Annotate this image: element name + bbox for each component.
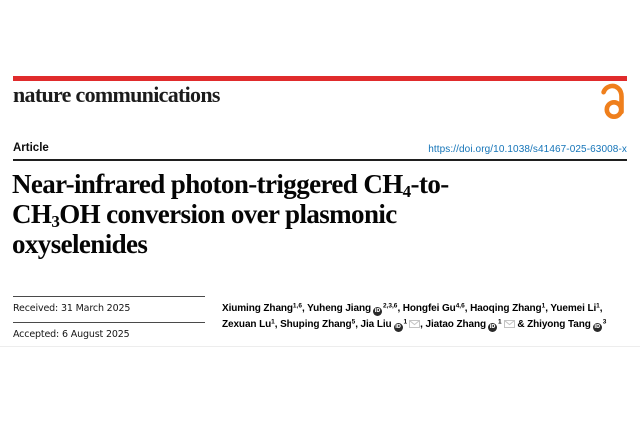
orcid-icon[interactable]: iD xyxy=(374,308,381,314)
author-separator: , xyxy=(397,303,403,314)
open-access-icon[interactable] xyxy=(600,83,628,120)
accepted-date: Accepted: 6 August 2025 xyxy=(13,329,130,340)
journal-brand: nature communications xyxy=(13,82,220,107)
header-divider-rule xyxy=(13,159,627,161)
doi-link[interactable]: https://doi.org/10.1038/s41467-025-63008-x xyxy=(428,144,627,155)
author-name: Shuping Zhang xyxy=(280,318,352,330)
author-separator: , xyxy=(545,303,551,314)
author-separator: , xyxy=(599,303,603,314)
author-name: Haoqing Zhang xyxy=(470,303,542,314)
author-list xyxy=(222,301,632,333)
title-line: Near-infrared photon-triggered $CH_4-to-$ xyxy=(12,169,449,201)
title-line: oxyselenides xyxy=(12,229,148,259)
orcid-icon[interactable]: iD xyxy=(594,323,601,330)
author-name: Jia Liu xyxy=(360,318,392,330)
author-separator: , xyxy=(464,303,471,314)
author-name: Xiuming Zhang xyxy=(222,303,293,314)
orcid-icon[interactable]: iD xyxy=(489,323,496,330)
author-affiliation-sup: 1 xyxy=(271,318,275,325)
author-name: Zexuan Lu xyxy=(222,318,272,330)
author-name: Hongfei Gu xyxy=(402,303,456,314)
mail-icon[interactable] xyxy=(504,318,515,334)
title-line: $CH_3OH$ conversion over plasmonic xyxy=(12,199,397,231)
masthead-red-rule xyxy=(13,76,627,81)
author-separator: , xyxy=(301,303,308,314)
received-divider-rule xyxy=(13,296,205,297)
article-title xyxy=(12,169,592,259)
page-edge-line xyxy=(0,346,640,347)
accepted-divider-rule xyxy=(13,322,205,323)
author-separator: , xyxy=(355,318,361,330)
mail-icon[interactable] xyxy=(409,318,420,334)
author-separator: , xyxy=(274,318,281,330)
author-affiliation-sup: 2,3,6 xyxy=(382,302,398,310)
author-affiliation-sup: 1 xyxy=(498,318,502,325)
author-name: Yuheng Jiang xyxy=(307,303,371,314)
author-separator: , xyxy=(420,318,426,330)
author-affiliation-sup: 1 xyxy=(403,318,408,325)
author-name: Yuemei Li xyxy=(550,303,597,314)
author-affiliation-sup: 1 xyxy=(596,302,600,310)
orcid-icon[interactable]: iD xyxy=(395,323,401,330)
author-affiliation-sup: 5 xyxy=(351,318,356,325)
author-name: Jiatao Zhang xyxy=(425,318,486,330)
author-affiliation-sup: 1 xyxy=(541,302,546,310)
author-affiliation-sup: 3 xyxy=(602,318,607,325)
author-ampersand: & xyxy=(517,318,528,330)
author-name: Zhiyong Tang xyxy=(527,318,591,330)
received-date: Received: 31 March 2025 xyxy=(13,303,131,314)
article-type-label: Article xyxy=(13,142,49,154)
author-affiliation-sup: 4,6 xyxy=(455,302,465,310)
author-affiliation-sup: 1,6 xyxy=(292,302,302,310)
